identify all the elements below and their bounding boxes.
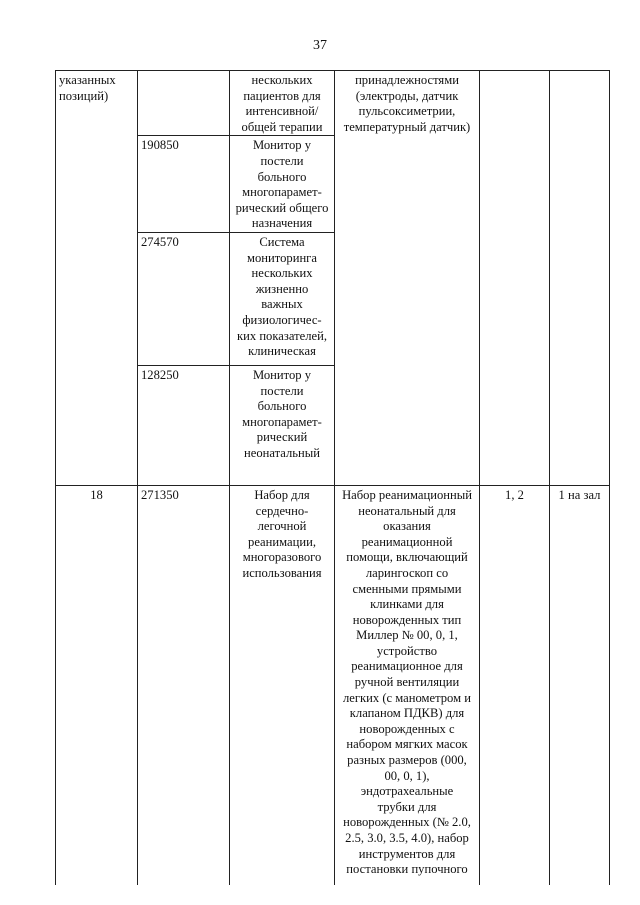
equipment-table <box>55 70 610 885</box>
code-cell <box>138 71 230 136</box>
code-cell: 274570 <box>138 232 230 365</box>
class-cell: 1, 2 <box>480 485 550 885</box>
code-cell: 271350 <box>138 485 230 885</box>
class-cell <box>480 71 550 486</box>
quantity-cell <box>550 71 610 486</box>
table-row <box>56 71 610 136</box>
quantity-cell: 1 на зал <box>550 485 610 885</box>
name-cell: Монитор у постели больного многопарамет- рический неонатальный <box>230 365 335 485</box>
page-number: 37 <box>313 38 327 53</box>
name-cell: Монитор у постели больного многопарамет- рический общего назначения <box>230 136 335 233</box>
code-cell: 128250 <box>138 365 230 485</box>
name-cell: нескольких пациентов для интенсивной/ общей терапии <box>230 71 335 136</box>
code-cell: 190850 <box>138 136 230 233</box>
position-cell: 18 <box>56 485 138 885</box>
position-cell: указанных позиций) <box>56 71 138 486</box>
name-cell: Система мониторинга нескольких жизненно важных физиологичес- ких показателей, клиническая <box>230 232 335 365</box>
name-cell: Набор для сердечно- легочной реанимации, многоразового использования <box>230 485 335 885</box>
table-row <box>56 485 610 885</box>
description-cell: принадлежностями (электроды, датчик пульсоксиметрии, температурный датчик) <box>335 71 480 486</box>
description-cell: Набор реанимационный неонатальный для оказания реанимационной помощи, включающий ларингоскоп со сменными прямыми клинками для новорожденных тип Миллер № 00, 0, 1, устройство реанимационное для ручной вентиляции легких (с манометром и клапаном ПДКВ) для новорожденных с набором мягких масок разных размеров (000, 00, 0, 1), эндотрахеальные трубки для новорожденных (№ 2.0, 2.5, 3.0, 3.5, 4.0), набор инструментов для постановки пупочного <box>335 485 480 885</box>
